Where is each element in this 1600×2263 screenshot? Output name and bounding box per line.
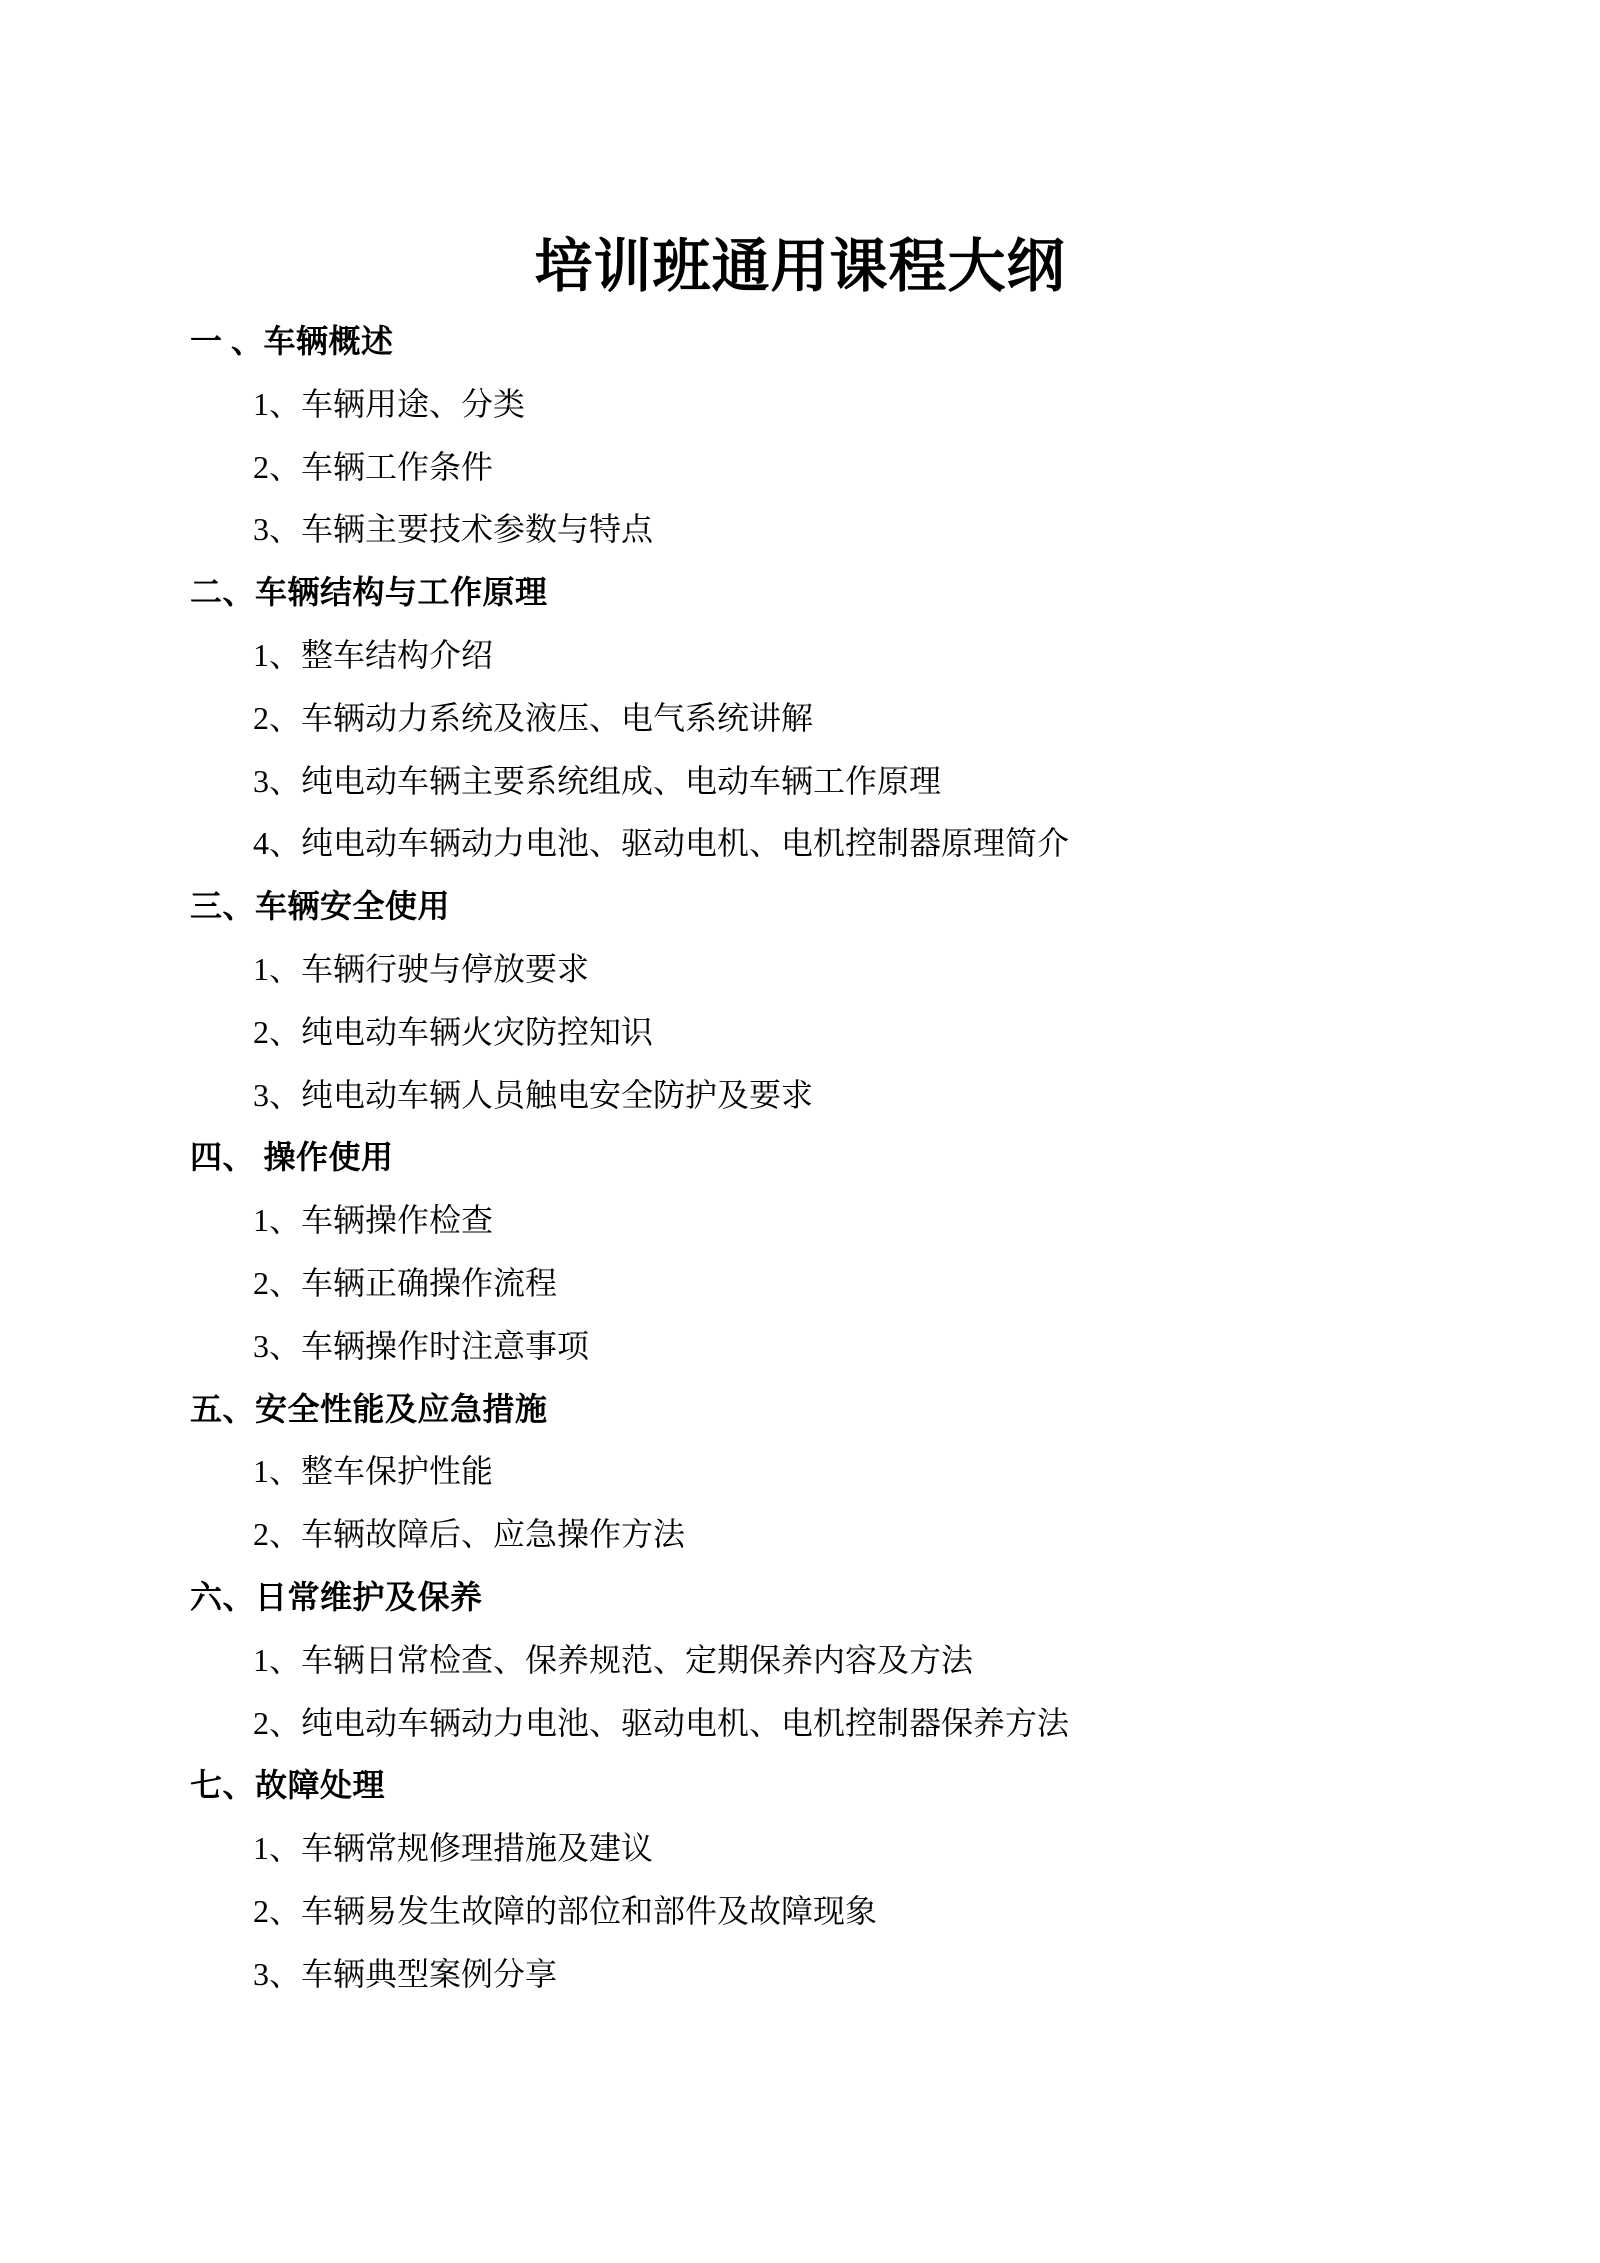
outline-item: 3、车辆典型案例分享 bbox=[253, 1955, 558, 1992]
section-heading: 七、故障处理 bbox=[190, 1767, 386, 1804]
outline-item: 1、车辆用途、分类 bbox=[253, 385, 526, 422]
section-heading: 一 、车辆概述 bbox=[190, 323, 394, 359]
outline-item: 1、整车保护性能 bbox=[253, 1453, 494, 1490]
outline-item: 2、车辆工作条件 bbox=[253, 448, 494, 485]
outline-item: 1、整车结构介绍 bbox=[253, 636, 494, 673]
outline-item: 3、纯电动车辆主要系统组成、电动车辆工作原理 bbox=[253, 762, 942, 799]
document-title: 培训班通用课程大纲 bbox=[534, 234, 1066, 299]
outline-item: 2、车辆易发生故障的部位和部件及故障现象 bbox=[253, 1892, 878, 1929]
course-outline bbox=[0, 310, 1600, 2006]
outline-item: 1、车辆常规修理措施及建议 bbox=[253, 1830, 654, 1867]
outline-item: 3、车辆操作时注意事项 bbox=[253, 1327, 590, 1364]
outline-item: 3、纯电动车辆人员触电安全防护及要求 bbox=[253, 1076, 814, 1113]
section-heading: 六、日常维护及保养 bbox=[190, 1578, 483, 1615]
outline-item: 2、纯电动车辆火灾防控知识 bbox=[253, 1013, 654, 1050]
outline-item: 2、车辆故障后、应急操作方法 bbox=[253, 1516, 686, 1553]
section-heading: 三、车辆安全使用 bbox=[190, 888, 451, 925]
outline-item: 2、纯电动车辆动力电池、驱动电机、电机控制器保养方法 bbox=[253, 1704, 1070, 1741]
outline-item: 1、车辆操作检查 bbox=[253, 1202, 494, 1239]
outline-item: 4、纯电动车辆动力电池、驱动电机、电机控制器原理简介 bbox=[253, 825, 1070, 862]
section-heading: 五、安全性能及应急措施 bbox=[190, 1390, 548, 1427]
outline-item: 2、车辆动力系统及液压、电气系统讲解 bbox=[253, 699, 814, 736]
outline-item: 1、车辆日常检查、保养规范、定期保养内容及方法 bbox=[253, 1641, 974, 1678]
outline-item: 1、车辆行驶与停放要求 bbox=[253, 950, 590, 987]
outline-item: 3、车辆主要技术参数与特点 bbox=[253, 511, 654, 548]
outline-item: 2、车辆正确操作流程 bbox=[253, 1264, 558, 1301]
section-heading: 二、车辆结构与工作原理 bbox=[190, 574, 548, 611]
section-heading: 四、 操作使用 bbox=[190, 1139, 394, 1176]
